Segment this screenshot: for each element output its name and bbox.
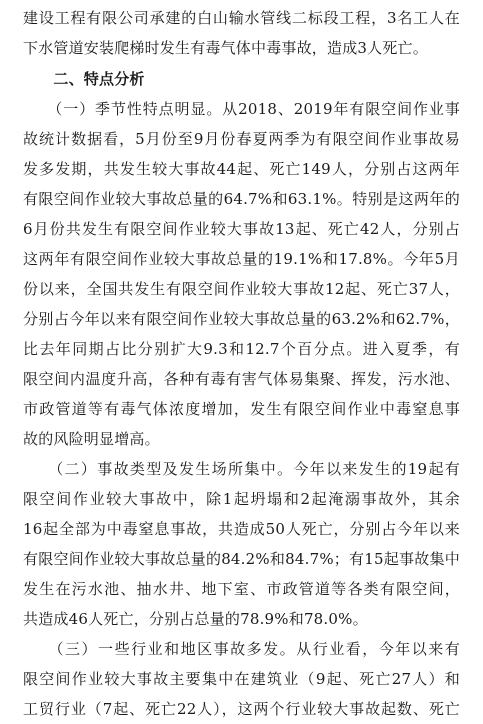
text-line: 故的风险明显增高。: [23, 430, 160, 448]
text-line: 市政管道等有毒气体浓度增加，发生有限空间作业中毒窒息事: [23, 400, 460, 418]
section-heading: 二、特点分析: [23, 70, 145, 88]
text-line: （一）季节性特点明显。从2018、2019年有限空间作业事: [23, 100, 460, 118]
text-line: 分别占今年以来有限空间作业较大事故总量的63.2%和62.7%，: [23, 310, 460, 328]
text-line: 共造成46人死亡，分别占总量的78.9%和78.0%。: [23, 610, 368, 628]
text-line: 工贸行业（7起、死亡22人），这两个行业较大事故起数、死亡: [23, 700, 460, 718]
text-line: 比去年同期占比分别扩大9.3和12.7个百分点。进入夏季，有: [23, 340, 460, 358]
text-line: 有限空间作业较大事故总量的64.7%和63.1%。特别是这两年的: [23, 190, 460, 208]
text-line: 16起全部为中毒窒息事故，共造成50人死亡，分别占今年以来: [23, 520, 460, 538]
text-line: 这两年有限空间作业较大事故总量的19.1%和17.8%。今年5月: [23, 250, 460, 268]
text-line: 有限空间作业较大事故总量的84.2%和84.7%；有15起事故集中: [23, 550, 460, 568]
text-line: 发多发期，共发生较大事故44起、死亡149人，分别占这两年: [23, 160, 460, 178]
text-line: 6月份共发生有限空间作业较大事故13起、死亡42人，分别占: [23, 220, 460, 238]
text-line: 发生在污水池、抽水井、地下室、市政管道等各类有限空间，: [23, 580, 460, 598]
text-line: 故统计数据看，5月份至9月份春夏两季为有限空间作业事故易: [23, 130, 460, 148]
text-line: 下水管道安装爬梯时发生有毒气体中毒事故，造成3人死亡。: [23, 39, 428, 57]
text-line: 限空间作业较大事故中，除1起坍塌和2起淹溺事故外，其余: [23, 490, 460, 508]
text-line: 限空间作业较大事故主要集中在建筑业（9起、死亡27人）和: [23, 670, 460, 688]
text-line: 建设工程有限公司承建的白山输水管线二标段工程，3名工人在: [23, 9, 460, 27]
text-line: 限空间内温度升高，各种有毒有害气体易集聚、挥发，污水池、: [23, 370, 460, 388]
text-line: （三）一些行业和地区事故多发。从行业看，今年以来有: [23, 640, 460, 658]
text-line: 份以来，全国共发生有限空间作业较大事故12起、死亡37人，: [23, 280, 460, 298]
text-line: （二）事故类型及发生场所集中。今年以来发生的19起有: [23, 460, 460, 478]
